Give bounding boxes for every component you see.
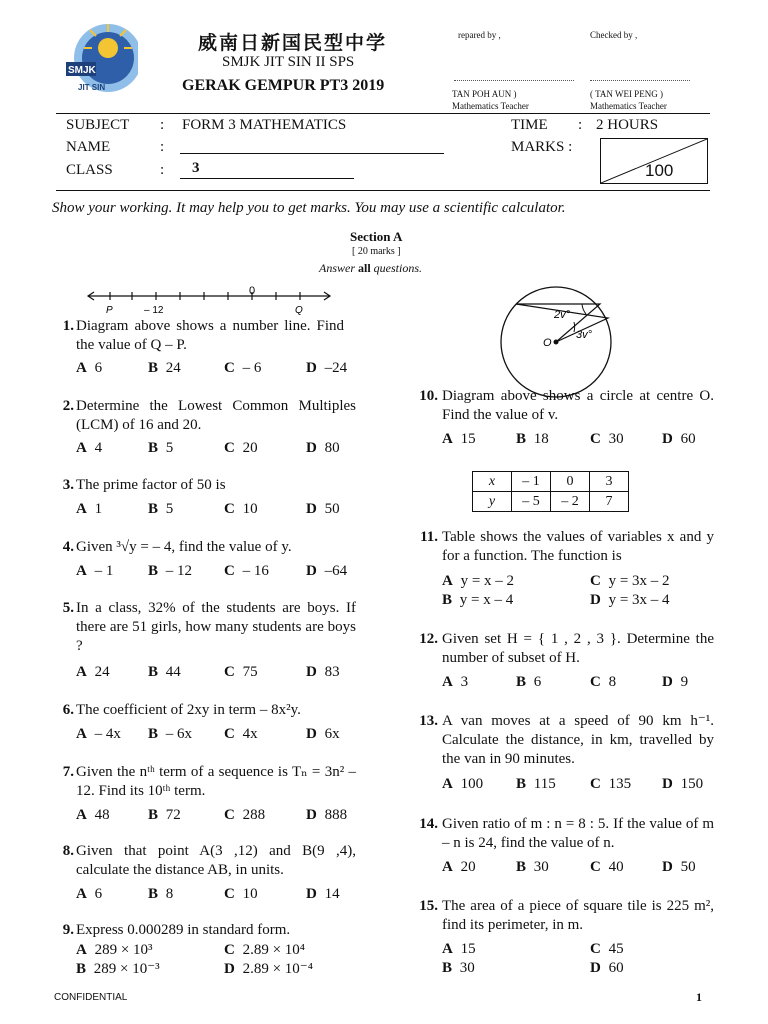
option-letter: D	[590, 960, 601, 976]
option-d[interactable]: D 888	[306, 807, 348, 823]
option-c[interactable]: C 20	[224, 440, 258, 456]
option-b[interactable]: B 30	[516, 859, 549, 875]
option-d[interactable]: D 80	[306, 440, 340, 456]
class-value: 3	[192, 160, 200, 176]
question-text: Table shows the values of variables x and y for a function. The function is	[442, 529, 714, 564]
option-letter: A	[76, 942, 87, 958]
option-letter: C	[224, 664, 235, 680]
option-a[interactable]: A – 1	[76, 563, 114, 579]
question-13	[410, 712, 716, 794]
question-text: Given ratio of m : n = 8 : 5. If the value of m – n is 24, find the value of n.	[442, 816, 714, 851]
marks-box	[600, 138, 708, 184]
number-line-p: P	[106, 305, 113, 316]
answer-post: questions.	[370, 261, 423, 275]
name-label: NAME	[66, 139, 111, 155]
option-a[interactable]: A – 4x	[76, 726, 121, 742]
option-d[interactable]: D –64	[306, 563, 348, 579]
option-letter: A	[442, 859, 453, 875]
option-d[interactable]: D 60	[590, 960, 624, 976]
option-a[interactable]: A y = x – 2	[442, 573, 515, 589]
page-number: 1	[696, 990, 702, 1004]
option-c[interactable]: C – 16	[224, 563, 269, 579]
header-rule-top	[56, 113, 710, 114]
option-letter: A	[76, 664, 87, 680]
option-letter: A	[76, 886, 87, 902]
question-number: 1.	[62, 318, 74, 334]
answer-all: all	[358, 261, 371, 275]
option-letter: D	[662, 859, 673, 875]
option-a[interactable]: A 15	[442, 431, 476, 447]
logo-text-2: JIT SIN	[78, 83, 106, 92]
option-d[interactable]: D y = 3x – 4	[590, 592, 670, 608]
question-10	[410, 387, 716, 449]
question-number: 3.	[62, 477, 74, 493]
instructions: Show your working. It may help you to get marks. You may use a scientific calculator.	[52, 200, 566, 216]
option-c[interactable]: C 10	[224, 886, 258, 902]
question-number: 14.	[419, 816, 438, 832]
option-c[interactable]: C 10	[224, 501, 258, 517]
option-a[interactable]: A 289 × 10³	[76, 942, 153, 958]
question-number: 9.	[62, 922, 74, 938]
option-letter: B	[516, 859, 527, 875]
number-line-q: Q	[295, 305, 303, 316]
option-b[interactable]: B 115	[516, 776, 556, 792]
option-letter: C	[224, 807, 235, 823]
answer-pre: Answer	[319, 261, 358, 275]
option-c[interactable]: C 40	[590, 859, 624, 875]
section-marks: [ 20 marks ]	[352, 246, 401, 257]
option-letter: A	[442, 776, 453, 792]
question-text: Given the nᵗʰ term of a sequence is Tₙ = 3n² – 12. Find its 10ᵗʰ term.	[76, 764, 356, 799]
table-row-x	[473, 472, 629, 492]
option-letter: D	[306, 807, 317, 823]
option-b[interactable]: B – 6x	[148, 726, 193, 742]
question-number: 6.	[62, 702, 74, 718]
option-b[interactable]: B – 12	[148, 563, 193, 579]
option-letter: A	[442, 674, 453, 690]
table-cell: y	[473, 492, 512, 512]
option-a[interactable]: A 6	[76, 360, 103, 376]
question-11	[410, 528, 716, 610]
option-a[interactable]: A 1	[76, 501, 103, 517]
option-letter: C	[590, 941, 601, 957]
option-b[interactable]: B 289 × 10⁻³	[76, 961, 160, 977]
checker-role: Mathematics Teacher	[590, 101, 667, 111]
question-4	[52, 538, 356, 578]
question-1	[52, 317, 356, 377]
time-value: 2 HOURS	[596, 117, 659, 133]
option-letter: D	[306, 440, 317, 456]
question-number: 10.	[419, 388, 438, 404]
option-letter: B	[516, 674, 527, 690]
option-a[interactable]: A 4	[76, 440, 103, 456]
question-9	[52, 921, 356, 981]
question-text: The prime factor of 50 is	[76, 477, 226, 493]
option-letter: C	[590, 431, 601, 447]
name-field[interactable]	[180, 153, 444, 154]
prepared-by-label: repared by ,	[458, 30, 501, 40]
option-letter: A	[442, 573, 453, 589]
table-row-y	[473, 492, 629, 512]
checked-by-label: Checked by ,	[590, 30, 638, 40]
question-15	[410, 897, 716, 979]
circle-diagram	[500, 282, 620, 402]
option-c[interactable]: C 30	[590, 431, 624, 447]
question-text: Given set H = { 1 , 2 , 3 }. Determine the number of subset of H.	[442, 631, 714, 666]
school-logo	[62, 18, 138, 102]
header-rule-bottom	[56, 190, 710, 191]
option-letter: C	[224, 942, 235, 958]
class-label: CLASS	[66, 162, 113, 178]
option-letter: D	[590, 592, 601, 608]
option-c[interactable]: C – 6	[224, 360, 262, 376]
option-c[interactable]: C 288	[224, 807, 266, 823]
option-b[interactable]: B 6	[516, 674, 542, 690]
option-letter: A	[76, 440, 87, 456]
option-d[interactable]: D 9	[662, 674, 689, 690]
number-line-diagram	[84, 284, 334, 316]
option-letter: B	[148, 563, 159, 579]
option-letter: D	[306, 726, 317, 742]
question-6	[52, 701, 356, 741]
colon-time: :	[578, 117, 583, 133]
option-d[interactable]: D 14	[306, 886, 340, 902]
option-letter: B	[148, 807, 159, 823]
option-letter: A	[442, 431, 453, 447]
question-text: The coefficient of 2xy in term – 8x²y.	[76, 702, 301, 718]
question-text: Express 0.000289 in standard form.	[76, 922, 291, 938]
option-letter: C	[224, 440, 235, 456]
circle-centre-o: O	[543, 337, 552, 349]
option-letter: B	[76, 961, 87, 977]
option-letter: D	[662, 776, 673, 792]
number-line-minus-12: – 12	[144, 305, 164, 316]
table-cell: – 2	[551, 492, 590, 512]
circle-angle-3v: 3v°	[576, 329, 593, 341]
table-cell: 7	[590, 492, 629, 512]
option-letter: B	[148, 501, 159, 517]
option-a[interactable]: A 6	[76, 886, 103, 902]
option-c[interactable]: C 135	[590, 776, 632, 792]
option-a[interactable]: A 15	[442, 941, 476, 957]
option-c[interactable]: C 8	[590, 674, 617, 690]
table-cell: 3	[590, 472, 629, 492]
table-cell: x	[473, 472, 512, 492]
option-letter: B	[442, 960, 453, 976]
subject-label: SUBJECT	[66, 117, 130, 133]
colon-3: :	[160, 162, 165, 178]
question-8	[52, 842, 356, 904]
section-title: Section A	[350, 229, 403, 244]
option-b[interactable]: B 24	[148, 360, 181, 376]
option-letter: A	[76, 501, 87, 517]
colon-1: :	[160, 117, 165, 133]
question-text: Diagram above shows a number line. Find the value of Q – P.	[76, 318, 344, 353]
marks-label: MARKS :	[511, 139, 573, 155]
time-label: TIME	[511, 117, 548, 133]
option-b[interactable]: B 5	[148, 440, 174, 456]
section-instruction	[319, 261, 422, 276]
option-letter: D	[662, 431, 673, 447]
question-number: 5.	[62, 600, 74, 616]
option-letter: A	[442, 941, 453, 957]
option-a[interactable]: A 3	[442, 674, 469, 690]
number-line-zero: 0	[249, 285, 256, 297]
option-letter: C	[224, 563, 235, 579]
option-letter: B	[442, 592, 453, 608]
question-3	[52, 476, 356, 516]
option-letter: C	[224, 501, 235, 517]
option-b[interactable]: B 72	[148, 807, 181, 823]
option-letter: C	[224, 886, 235, 902]
question-text: In a class, 32% of the students are boys. If there are 51 girls, how many students are boys ?	[76, 600, 356, 654]
option-letter: B	[148, 360, 159, 376]
option-letter: D	[224, 961, 235, 977]
option-a[interactable]: A 20	[442, 859, 476, 875]
option-letter: D	[306, 501, 317, 517]
question-text: Given ³√y = – 4, find the value of y.	[76, 539, 292, 555]
option-letter: A	[76, 807, 87, 823]
question-text: Given that point A(3 ,12) and B(9 ,4), calculate the distance AB, in units.	[76, 843, 356, 878]
question-number: 2.	[62, 398, 74, 414]
preparer-role: Mathematics Teacher	[452, 101, 529, 111]
class-field[interactable]	[180, 178, 354, 179]
circle-angle-2v: 2v°	[554, 309, 571, 321]
option-letter: B	[148, 886, 159, 902]
marks-total: 100	[645, 161, 674, 180]
signature-dots-1	[454, 80, 574, 81]
option-letter: D	[662, 674, 673, 690]
option-letter: B	[148, 726, 159, 742]
option-letter: C	[590, 776, 601, 792]
option-letter: C	[590, 573, 601, 589]
option-letter: B	[148, 664, 159, 680]
school-english-name: SMJK JIT SIN II SPS	[222, 54, 355, 70]
option-d[interactable]: D 50	[662, 859, 696, 875]
option-b[interactable]: B 18	[516, 431, 549, 447]
option-c[interactable]: C 45	[590, 941, 624, 957]
question-5	[52, 599, 356, 679]
question-text: The area of a piece of square tile is 225 m², find its perimeter, in m.	[442, 898, 714, 933]
option-letter: C	[590, 674, 601, 690]
question-number: 15.	[419, 898, 438, 914]
option-letter: D	[306, 360, 317, 376]
option-c[interactable]: C 75	[224, 664, 258, 680]
option-letter: B	[516, 776, 527, 792]
footer-confidential: CONFIDENTIAL	[54, 992, 128, 1003]
question-number: 8.	[62, 843, 74, 859]
school-logo-icon	[62, 18, 138, 102]
option-letter: C	[224, 726, 235, 742]
option-a[interactable]: A 48	[76, 807, 110, 823]
question-number: 11.	[420, 529, 438, 545]
table-cell: 0	[551, 472, 590, 492]
question-text: Diagram above shows a circle at centre O. Find the value of v.	[442, 388, 714, 423]
option-b[interactable]: B 5	[148, 501, 174, 517]
option-b[interactable]: B 30	[442, 960, 475, 976]
question-14	[410, 815, 716, 877]
question-number: 4.	[62, 539, 74, 555]
option-letter: A	[76, 360, 87, 376]
option-c[interactable]: C 2.89 × 10⁴	[224, 942, 306, 958]
xy-value-table	[472, 471, 629, 512]
option-a[interactable]: A 100	[442, 776, 484, 792]
question-number: 12.	[419, 631, 438, 647]
option-d[interactable]: D –24	[306, 360, 348, 376]
question-2	[52, 397, 356, 457]
question-number: 7.	[62, 764, 74, 780]
question-7	[52, 763, 356, 825]
option-b[interactable]: B y = x – 4	[442, 592, 514, 608]
option-letter: A	[76, 726, 87, 742]
option-d[interactable]: D 6x	[306, 726, 340, 742]
option-c[interactable]: C 4x	[224, 726, 258, 742]
option-letter: C	[224, 360, 235, 376]
option-a[interactable]: A 24	[76, 664, 110, 680]
exam-title: GERAK GEMPUR PT3 2019	[182, 77, 385, 94]
option-letter: C	[590, 859, 601, 875]
table-cell: – 1	[512, 472, 551, 492]
question-number: 13.	[419, 713, 438, 729]
option-letter: D	[306, 563, 317, 579]
checker-name: ( TAN WEI PENG )	[590, 89, 663, 99]
option-letter: D	[306, 886, 317, 902]
option-letter: D	[306, 664, 317, 680]
option-b[interactable]: B 8	[148, 886, 174, 902]
subject-value: FORM 3 MATHEMATICS	[182, 117, 347, 133]
question-12	[410, 630, 716, 692]
question-text: Determine the Lowest Common Multiples (LCM) of 16 and 20.	[76, 398, 356, 433]
option-c[interactable]: C y = 3x – 2	[590, 573, 670, 589]
colon-2: :	[160, 139, 165, 155]
preparer-name: TAN POH AUN )	[452, 89, 517, 99]
question-text: A van moves at a speed of 90 km h⁻¹. Calculate the distance, in km, travelled by the van in 90 minutes.	[442, 713, 714, 767]
option-b[interactable]: B 44	[148, 664, 181, 680]
school-chinese-name: 威南日新国民型中学	[198, 32, 388, 54]
option-d[interactable]: D 50	[306, 501, 340, 517]
option-letter: B	[148, 440, 159, 456]
table-cell: – 5	[512, 492, 551, 512]
logo-text: SMJK	[68, 65, 96, 76]
option-letter: A	[76, 563, 87, 579]
option-d[interactable]: D 60	[662, 431, 696, 447]
option-d[interactable]: D 2.89 × 10⁻⁴	[224, 961, 313, 977]
signature-dots-2	[590, 80, 690, 81]
option-letter: B	[516, 431, 527, 447]
option-d[interactable]: D 83	[306, 664, 340, 680]
option-d[interactable]: D 150	[662, 776, 704, 792]
